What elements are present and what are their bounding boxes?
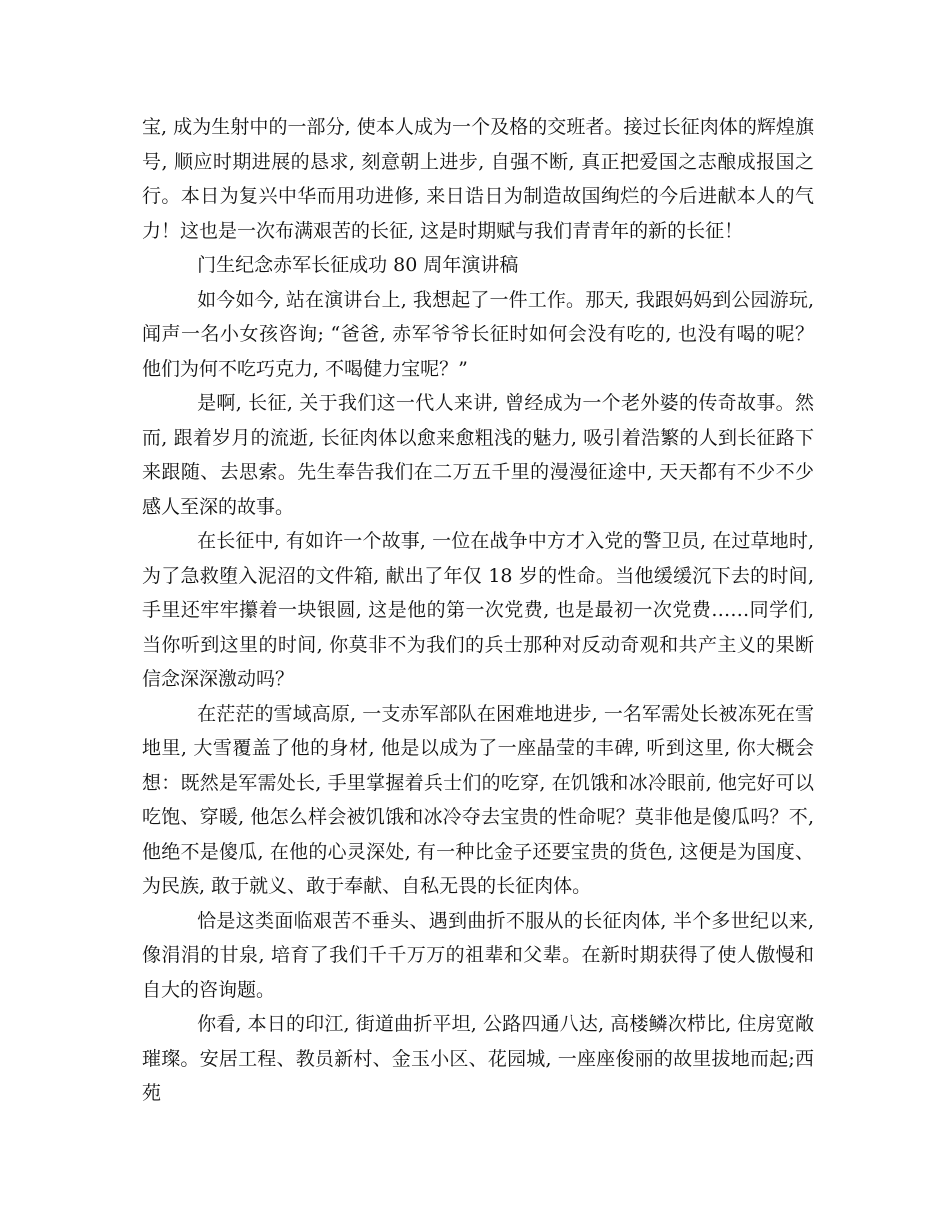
paragraph: 是啊, 长征, 关于我们这一代人来讲, 曾经成为一个老外婆的传奇故事。然而, 跟着岁月的流逝, 长征肉体以愈来愈粗浅的魅力, 吸引着浩繁的人到长征路下来跟随、去思索。先生奉告我们在二万五千里的漫漫征途中, 天天都有不少不少感人至深的故事。: [142, 392, 814, 518]
paragraph: 在长征中, 有如许一个故事, 一位在战争中方才入党的警卫员, 在过草地时, 为了急救堕入泥沼的文件箱, 献出了年仅 18 岁的性命。当他缓缓沉下去的时间, 手里还牢牢攥着一块银圆, 这是他的第一次党费, 也是最初一次党费……同学们, 当你听到这里的时间, 你莫非不为我们的兵士那种对反动奇观和共产主义的果断信念深深激动吗？: [142, 530, 814, 690]
document-body: [142, 110, 814, 1111]
paragraph: 恰是这类面临艰苦不垂头、遇到曲折不服从的长征肉体, 半个多世纪以来, 像涓涓的甘泉, 培育了我们千千万万的祖辈和父辈。在新时期获得了使人傲慢和自大的咨询题。: [142, 909, 814, 1001]
paragraph-continuation: 宝, 成为生射中的一部分, 使本人成为一个及格的交班者。接过长征肉体的辉煌旗号, 顺应时期进展的恳求, 刻意朝上进步, 自强不断, 真正把爱国之志酿成报国之行。本日为复兴中华而用功进修, 来日诰日为制造故国绚烂的今后进献本人的气力！这也是一次布满艰苦的长征, 这是时期赋与我们青青年的新的长征！: [142, 116, 814, 242]
paragraph: 在茫茫的雪域高原, 一支赤军部队在困难地进步, 一名军需处长被冻死在雪地里, 大雪覆盖了他的身材, 他是以成为了一座晶莹的丰碑, 听到这里, 你大概会想：既然是军需处长, 手里掌握着兵士们的吃穿, 在饥饿和冰冷眼前, 他完好可以吃饱、穿暖, 他怎么样会被饥饿和冰冷夺去宝贵的性命呢？莫非他是傻瓜吗？不, 他绝不是傻瓜, 在他的心灵深处, 有一种比金子还要宝贵的货色, 这便是为国度、为民族, 敢于就义、敢于奉献、自私无畏的长征肉体。: [142, 702, 814, 897]
speech-title: 门生纪念赤军长征成功 80 周年演讲稿: [197, 254, 519, 276]
paragraph: 如今如今, 站在演讲台上, 我想起了一件工作。那天, 我跟妈妈到公园游玩, 闻声一名小女孩咨询; “爸爸, 赤军爷爷长征时如何会没有吃的, 也没有喝的呢？他们为何不吃巧克力, 不喝健力宝呢？”: [142, 288, 814, 380]
paragraph: 你看, 本日的印江, 街道曲折平坦, 公路四通八达, 高楼鳞次栉比, 住房宽敞璀璨。安居工程、教员新村、金玉小区、花园城, 一座座俊丽的故里拔地而起;西苑: [142, 1013, 814, 1104]
